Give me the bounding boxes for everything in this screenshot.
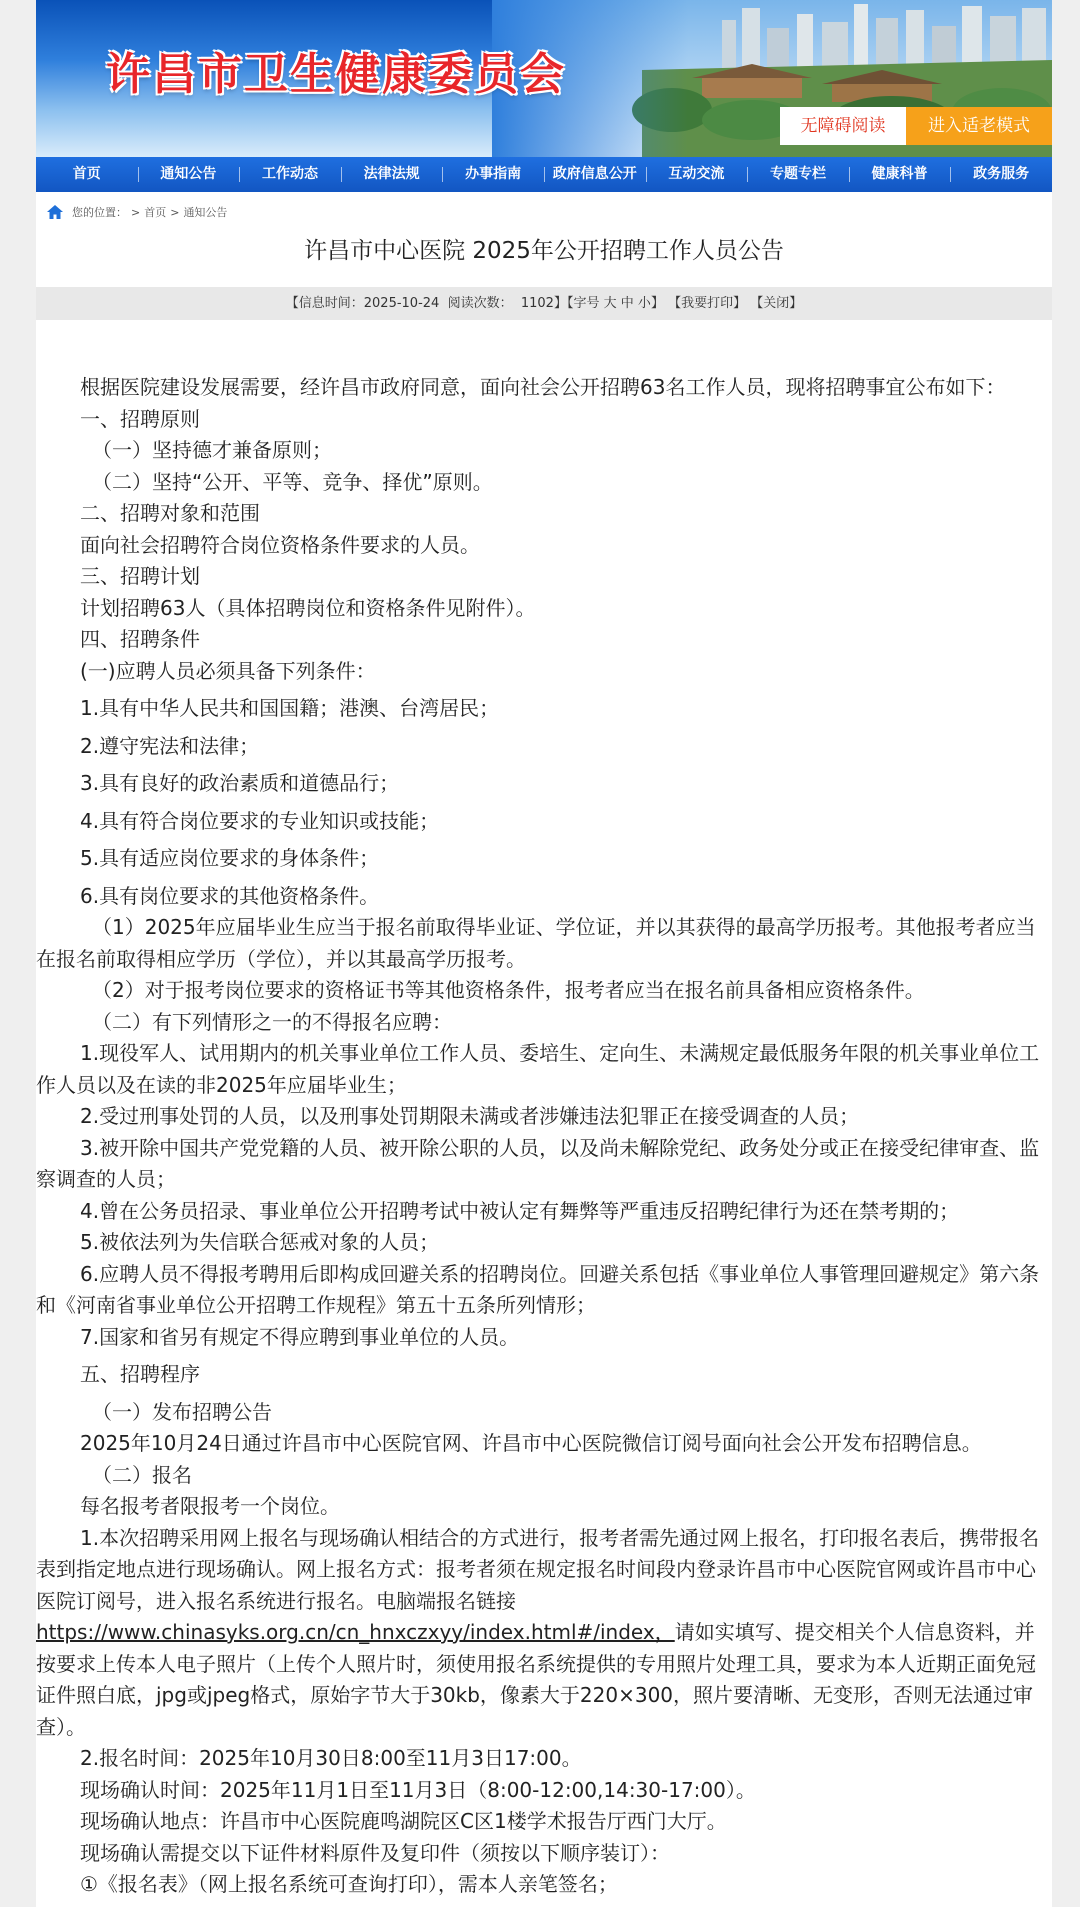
font-size-large-link[interactable]: 大 — [603, 296, 617, 311]
header-banner — [36, 0, 1052, 157]
article-body — [36, 372, 1052, 1901]
paragraph: ①《报名表》（网上报名系统可查询打印），需本人亲笔签名； — [80, 1872, 618, 1896]
close-link[interactable]: 【关闭】 — [750, 296, 803, 311]
page — [36, 0, 1052, 1907]
nav-item-work-news[interactable]: 工作动态 — [239, 157, 341, 192]
site-title: 许昌市卫生健康委员会 — [106, 49, 566, 100]
section-heading: 二、招聘对象和范围 — [80, 501, 260, 525]
nav-item-health[interactable]: 健康科普 — [849, 157, 951, 192]
paragraph: 3.具有良好的政治素质和道德品行； — [80, 771, 400, 795]
paragraph: 6.应聘人员不得报考聘用后即构成回避关系的招聘岗位。回避关系包括《事业单位人事管理回避规定》第六条和《河南省事业单位公开招聘工作规程》第五十五条所列情形； — [36, 1261, 1040, 1317]
paragraph: 7.国家和省另有规定不得应聘到事业单位的人员。 — [80, 1324, 520, 1349]
paragraph: 5.被依法列为失信联合惩戒对象的人员； — [80, 1230, 440, 1254]
paragraph-text: 请如实填写、提交相关个人信息资料，并按要求上传本人电子照片（上传个人照片时，须使用报名系统提供的专用照片处理工具，要求为本人近期正面免冠证件照白底，jpg或jpeg格式，原始字节大于30kb，像素大于220×300，照片要清晰、无变形，否则无法通过审查）。 — [36, 1620, 1036, 1739]
article-title: 许昌市中心医院 2025年公开招聘工作人员公告 — [304, 238, 784, 264]
paragraph: (一)应聘人员必须具备下列条件： — [80, 658, 376, 683]
paragraph: 根据医院建设发展需要，经许昌市政府同意，面向社会公开招聘63名工作人员，现将招聘事宜公布如下： — [80, 375, 1006, 399]
paragraph: （二）报名 — [92, 1462, 192, 1487]
meta-open: 【信息时间： — [285, 296, 364, 311]
paragraph: 1.具有中华人民共和国国籍；港澳、台湾居民； — [80, 696, 500, 720]
paragraph: （一）发布招聘公告 — [92, 1399, 272, 1424]
paragraph: （2）对于报考岗位要求的资格证书等其他资格条件，报考者应当在报名前具备相应资格条件。 — [92, 978, 925, 1002]
article-meta-bar — [36, 287, 1052, 320]
nav-item-topics[interactable]: 专题专栏 — [747, 157, 849, 192]
nav-item-interaction[interactable]: 互动交流 — [646, 157, 748, 192]
main-nav — [36, 157, 1052, 192]
breadcrumb-section[interactable]: 通知公告 — [183, 206, 228, 219]
paragraph: 5.具有适应岗位要求的身体条件； — [80, 846, 380, 870]
paragraph: 每名报考者限报考一个岗位。 — [80, 1494, 340, 1518]
paragraph: 2.遵守宪法和法律； — [80, 733, 260, 758]
meta-font-prefix: 】【字号 — [553, 296, 600, 311]
meta-views: 1102 — [520, 296, 554, 311]
breadcrumb — [46, 202, 231, 222]
home-icon — [46, 204, 64, 220]
section-heading: 三、招聘计划 — [80, 564, 200, 588]
paragraph: 现场确认时间：2025年11月1日至11月3日（8:00-12:00,14:30-17:00）。 — [80, 1777, 756, 1802]
nav-item-gov-info[interactable]: 政府信息公开 — [544, 157, 646, 192]
breadcrumb-sep: > — [131, 205, 141, 219]
font-size-small-link[interactable]: 小 — [637, 296, 651, 311]
paragraph: 6.具有岗位要求的其他资格条件。 — [80, 883, 380, 908]
paragraph: （二）有下列情形之一的不得报名应聘： — [92, 1009, 452, 1034]
paragraph: 现场确认地点：许昌市中心医院鹿鸣湖院区C区1楼学术报告厅西门大厅。 — [80, 1809, 727, 1833]
paragraph-text: 1.本次招聘采用网上报名与现场确认相结合的方式进行，报考者需先通过网上报名，打印报名表后，携带报名表到指定地点进行现场确认。网上报名方式：报考者须在规定报名时间段内登录许昌市中心医院官网或许昌市中心医院订阅号，进入报名系统进行报名。电脑端报名链接 — [36, 1525, 1040, 1613]
breadcrumb-prefix: 您的位置： — [72, 206, 127, 219]
nav-item-services[interactable]: 政务服务 — [950, 157, 1052, 192]
meta-bracket: 】 — [650, 296, 664, 311]
meta-views-label: 阅读次数： — [447, 296, 513, 311]
paragraph: 4.具有符合岗位要求的专业知识或技能； — [80, 808, 440, 833]
paragraph: 1.现役军人、试用期内的机关事业单位工作人员、委培生、定向生、未满规定最低服务年限的机关事业单位工作人员以及在读的非2025年应届毕业生； — [36, 1041, 1040, 1097]
nav-item-notices[interactable]: 通知公告 — [138, 157, 240, 192]
breadcrumb-home[interactable]: 首页 — [144, 206, 167, 219]
paragraph: 2.报名时间：2025年10月30日8:00至11月3日17:00。 — [80, 1746, 582, 1770]
section-heading: 四、招聘条件 — [80, 627, 200, 651]
paragraph: 现场确认需提交以下证件材料原件及复印件（须按以下顺序装订）： — [80, 1840, 670, 1865]
paragraph: （一）坚持德才兼备原则； — [92, 438, 332, 462]
print-link[interactable]: 【我要打印】 — [668, 296, 747, 311]
paragraph: 2025年10月24日通过许昌市中心医院官网、许昌市中心医院微信订阅号面向社会公开发布招聘信息。 — [80, 1431, 982, 1455]
font-size-mid-link[interactable]: 中 — [620, 296, 634, 311]
nav-item-guide[interactable]: 办事指南 — [442, 157, 544, 192]
section-heading: 五、招聘程序 — [80, 1362, 200, 1386]
paragraph: 2.受过刑事处罚的人员，以及刑事处罚期限未满或者涉嫌违法犯罪正在接受调查的人员； — [80, 1104, 860, 1128]
nav-item-home[interactable]: 首页 — [72, 166, 101, 182]
nav-item-laws[interactable]: 法律法规 — [341, 157, 443, 192]
meta-date: 2025-10-24 — [363, 296, 440, 311]
elder-mode-button[interactable]: 进入适老模式 — [906, 107, 1052, 145]
paragraph: 面向社会招聘符合岗位资格条件要求的人员。 — [80, 532, 480, 557]
paragraph: 计划招聘63人（具体招聘岗位和资格条件见附件）。 — [80, 595, 536, 620]
paragraph: （二）坚持“公开、平等、竞争、择优”原则。 — [92, 469, 493, 494]
registration-link[interactable]: https://www.chinasyks.org.cn/cn_hnxczxyy/index.html#/index， — [36, 1620, 675, 1644]
paragraph: （1）2025年应届毕业生应当于报名前取得毕业证、学位证，并以其获得的最高学历报考。其他报考者应当在报名前取得相应学历（学位），并以其最高学历报考。 — [36, 915, 1036, 971]
paragraph — [36, 1523, 1052, 1744]
breadcrumb-sep: > — [170, 205, 180, 219]
paragraph: 4.曾在公务员招录、事业单位公开招聘考试中被认定有舞弊等严重违反招聘纪律行为还在禁考期的； — [80, 1198, 960, 1223]
accessible-reading-button[interactable]: 无障碍阅读 — [780, 107, 906, 145]
paragraph: 3.被开除中国共产党党籍的人员、被开除公职的人员，以及尚未解除党纪、政务处分或正在接受纪律审查、监察调查的人员； — [36, 1135, 1040, 1191]
section-heading: 一、招聘原则 — [80, 406, 200, 431]
